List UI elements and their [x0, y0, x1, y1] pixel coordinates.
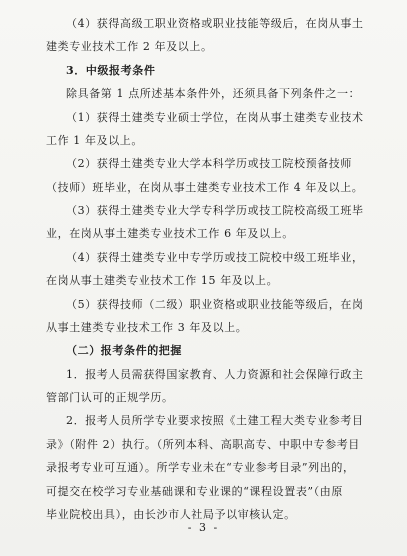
text-line: 从事土建类专业技术工作 3 年及以上。	[46, 321, 248, 334]
text-line: （5）获得技师（二级）职业资格或职业技能等级后，在岗	[66, 298, 364, 311]
text-line: 建类专业技术工作 2 年及以上。	[46, 40, 213, 53]
text-line: （3）获得土建类专业大学专科学历或技工院校高级工班毕	[66, 204, 364, 217]
text-line: 工作 1 年及以上。	[46, 134, 143, 147]
text-line: 毕业院校出具），由长沙市人社局予以审核认定。	[46, 508, 296, 521]
text-line: 除具备第 1 点所述基本条件外，还须具备下列条件之一：	[66, 87, 361, 100]
text-line: 管部门认可的正规学历。	[46, 391, 174, 404]
page-number: - 3 -	[187, 521, 220, 534]
text-line: （技师）班毕业，在岗从事土建类专业技术工作 4 年及以上。	[46, 181, 364, 194]
text-line: 可提交在校学习专业基础课和专业课的“课程设置表”（由原	[46, 485, 343, 498]
text-line: （4）获得高级工职业资格或职业技能等级后，在岗从事土	[66, 17, 364, 30]
text-line: 业，在岗从事土建类专业技术工作 6 年及以上。	[46, 227, 294, 240]
text-line: 在岗从事土建类专业技术工作 15 年及以上。	[46, 274, 279, 287]
text-line: 录报考专业可互通）。所学专业未在“专业参考目录”列出的，	[46, 461, 355, 474]
text-line: （1）获得土建类专业硕士学位，在岗从事土建类专业技术	[66, 111, 364, 124]
text-line: （4）获得土建类专业中专学历或技工院校中级工班毕业，	[66, 251, 364, 264]
section-heading: （二）报考条件的把握	[66, 344, 182, 357]
text-line: （2）获得土建类专业大学本科学历或技工院校预备技师	[66, 157, 352, 170]
text-line: 录》（附件 2）执行。（所列本科、高职高专、中职中专参考目	[46, 438, 360, 451]
section-heading: 3．中级报考条件	[66, 64, 156, 77]
text-line: 1．报考人员需获得国家教育、人力资源和社会保障行政主	[66, 368, 364, 381]
text-line: 2．报考人员所学专业要求按照《土建工程大类专业参考目	[66, 414, 364, 427]
